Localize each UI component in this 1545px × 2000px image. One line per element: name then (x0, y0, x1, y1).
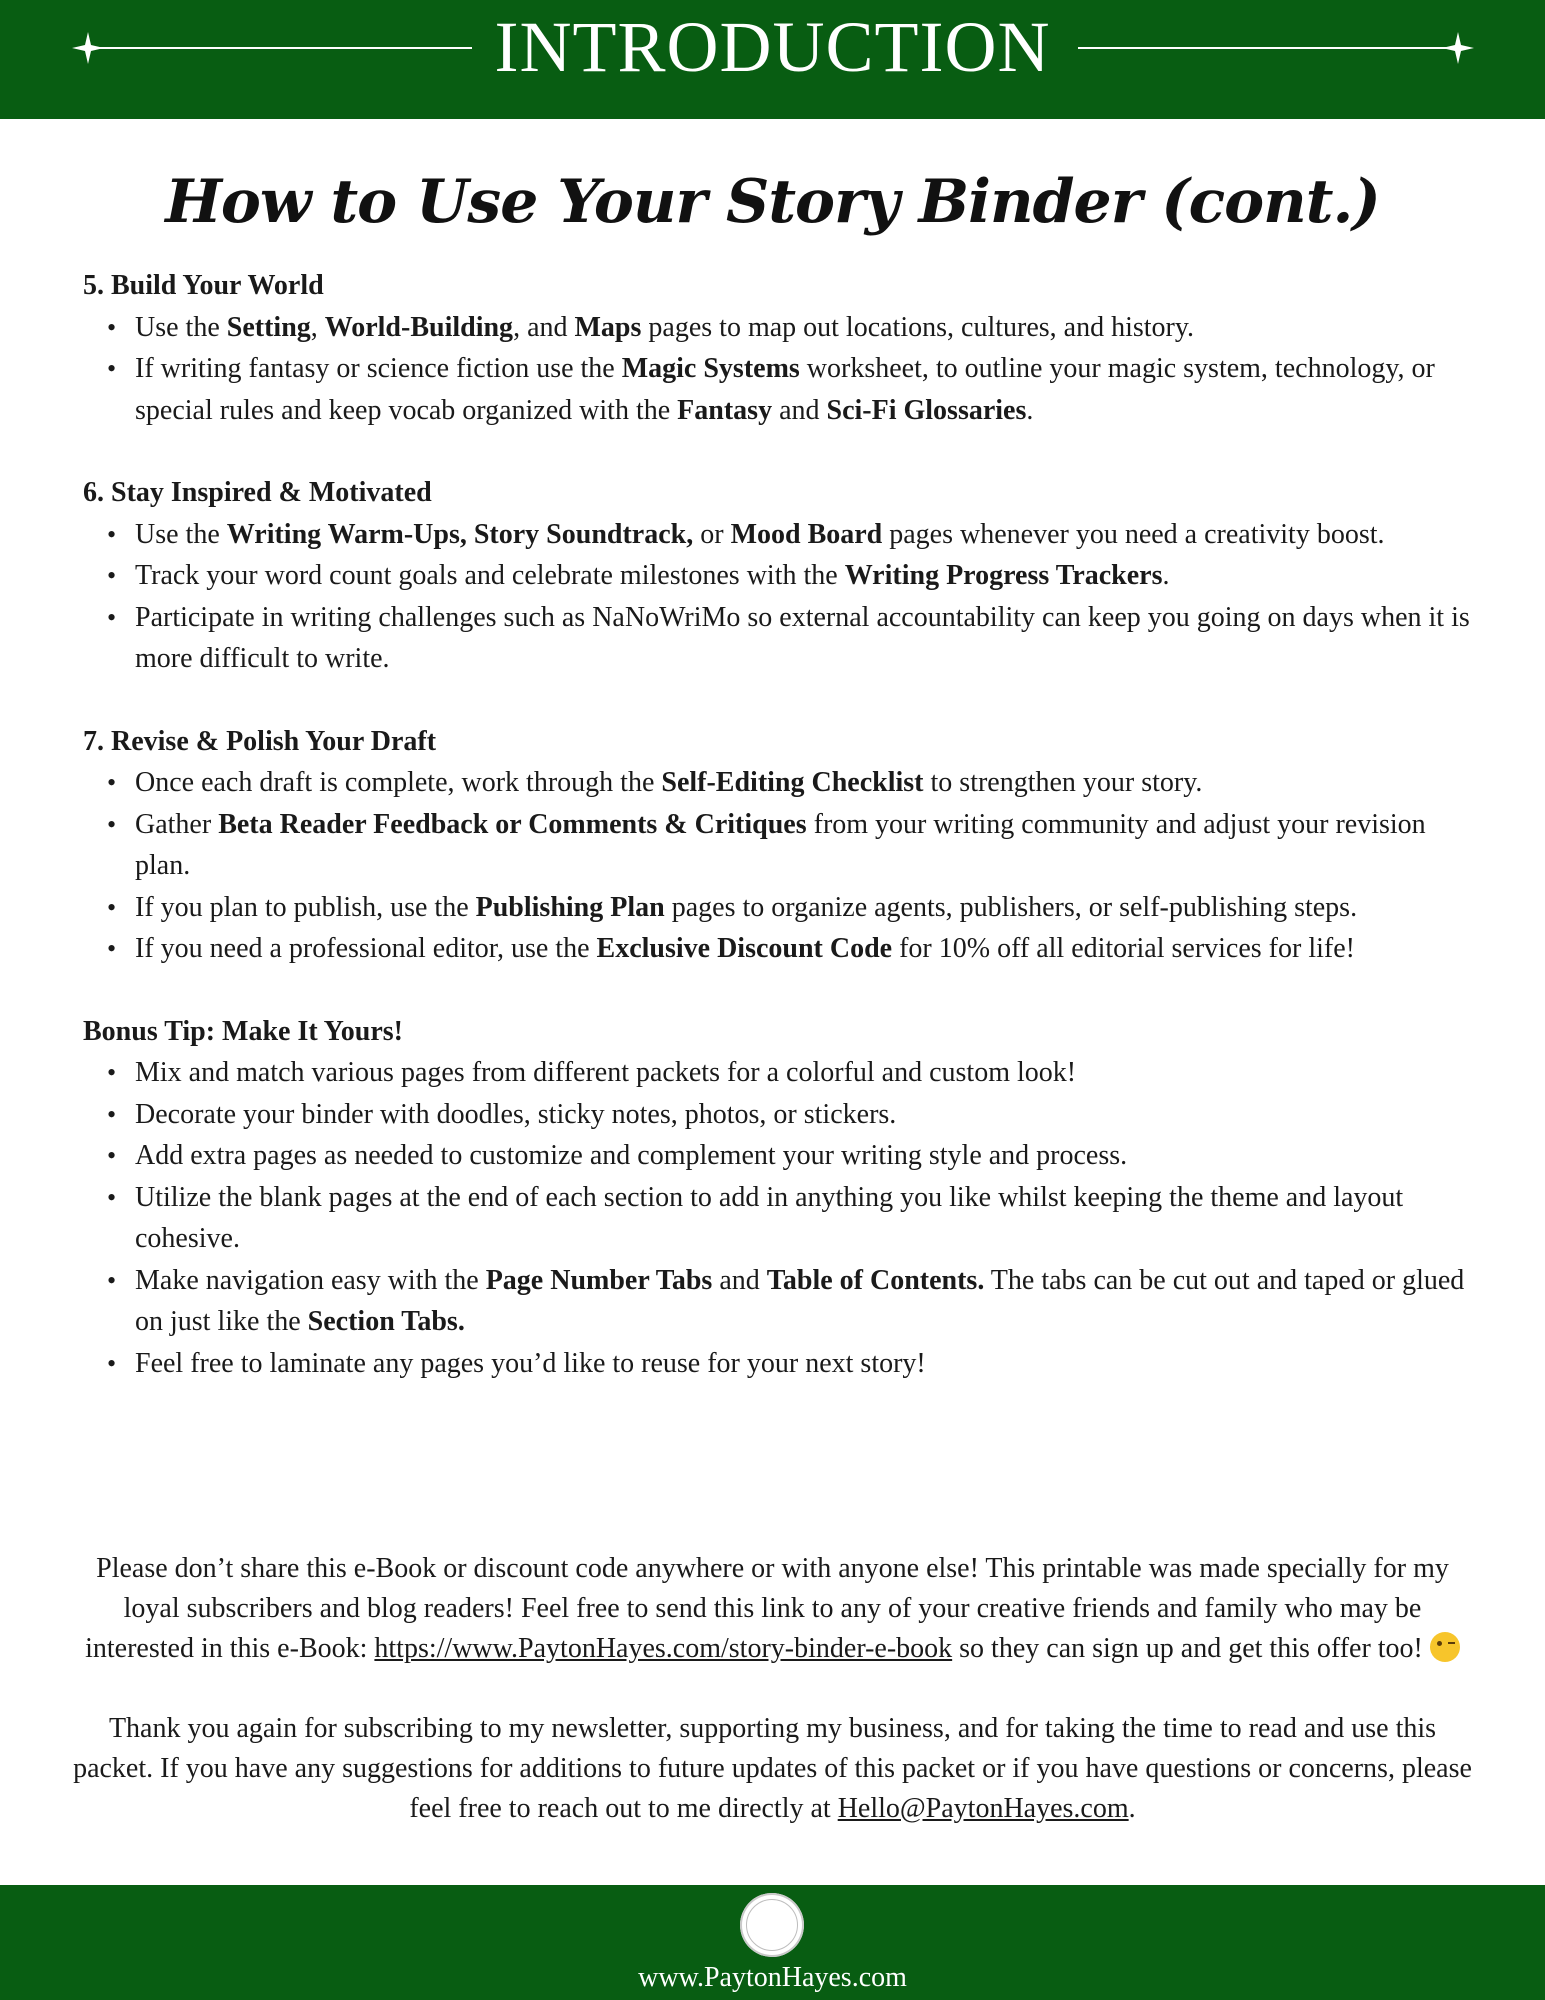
list-item (135, 307, 1483, 349)
list-item (135, 1135, 1483, 1177)
item-text: pages to organize agents, publishers, or self-publishing steps. (664, 891, 1358, 923)
bold-term: Section Tabs. (307, 1306, 465, 1337)
item-text: pages to map out locations, cultures, and history. (641, 311, 1195, 343)
item-text: and (772, 394, 827, 426)
bullet-list (83, 514, 1483, 680)
item-text: . (1162, 560, 1170, 591)
bold-term: Self-Editing Checklist (661, 767, 924, 798)
bold-term: Fantasy (677, 394, 773, 426)
list-item (135, 1094, 1483, 1136)
list-item (135, 597, 1483, 680)
list-item (135, 348, 1483, 431)
instruction-sections (83, 265, 1483, 1425)
item-text: for 10% off all editorial services for life! (892, 933, 1355, 964)
closing-notes (70, 1549, 1475, 1869)
winking-face-icon (1430, 1632, 1460, 1662)
bullet-list (83, 1052, 1483, 1384)
item-text: Feel free to laminate any pages you’d like to reuse for your next story! (135, 1347, 926, 1379)
list-item (135, 887, 1483, 929)
section (83, 265, 1483, 431)
bold-term: Maps (574, 311, 642, 343)
section-title: 7. Revise & Polish Your Draft (83, 725, 437, 757)
list-item (135, 514, 1483, 556)
closing-text: Please don’t share this e-Book or discount code anywhere or with anyone else! This printable was made specially for my loyal subscribers and blog readers! Feel free to send this link to any of your creative friends and family who may be interested in this e-Book: (85, 1553, 1449, 1664)
closing-paragraph-share (70, 1549, 1475, 1669)
item-text: to strengthen your story. (923, 767, 1203, 798)
item-text: and (712, 1264, 767, 1296)
item-text: pages whenever you need a creativity boost. (882, 518, 1385, 550)
item-text: If you plan to publish, use the (135, 891, 476, 923)
list-item (135, 762, 1483, 804)
item-text: If you need a professional editor, use the (135, 933, 597, 964)
item-text: If writing fantasy or science fiction use the (135, 353, 622, 384)
closing-text: Thank you again for subscribing to my newsletter, supporting my business, and for taking the time to read and use this packet. If you have any suggestions for additions to future updates of this packet or if you have questions or concerns, please feel free to reach out to me directly at (73, 1713, 1472, 1824)
bold-term: Exclusive Discount Code (596, 933, 893, 964)
item-text: from your writing community and adjust your revision plan. (135, 808, 1426, 881)
section (83, 721, 1483, 970)
logo-ring (746, 1899, 798, 1951)
list-item (135, 804, 1483, 887)
item-text: . (1026, 394, 1034, 426)
section-title: 6. Stay Inspired & Motivated (83, 477, 432, 508)
bold-term: Writing Warm-Ups, Story Soundtrack, (226, 518, 694, 550)
header-title: INTRODUCTION (494, 7, 1051, 87)
item-text: Gather (135, 808, 219, 840)
item-text: Make navigation easy with the (135, 1264, 486, 1296)
bold-term: Publishing Plan (475, 891, 665, 923)
bold-term: Page Number Tabs (485, 1264, 713, 1296)
item-text: Add extra pages as needed to customize and complement your writing style and process. (135, 1140, 1128, 1171)
item-text: worksheet, to outline your magic system, technology, or special rules and keep vocab organized with the (135, 353, 1435, 426)
item-text: Track your word count goals and celebrate milestones with the (135, 560, 845, 591)
item-text: The tabs can be cut out and taped or glued on just like the (135, 1264, 1465, 1337)
bold-term: Writing Progress Trackers (844, 560, 1163, 591)
bold-term: Beta Reader Feedback or Comments & Critiques (218, 808, 807, 840)
list-item (135, 1260, 1483, 1343)
bold-term: Mood Board (730, 518, 883, 550)
bold-term: Setting (226, 311, 311, 343)
closing-text: so they can sign up and get this offer too! (952, 1633, 1430, 1664)
contact-email-link[interactable]: Hello@PaytonHayes.com (837, 1793, 1129, 1824)
bold-term: Table of Contents. (766, 1264, 985, 1296)
header-band (0, 0, 1545, 119)
ebook-link[interactable]: https://www.PaytonHayes.com/story-binder-e-book (374, 1633, 953, 1664)
item-text: Mix and match various pages from different packets for a colorful and custom look! (135, 1057, 1077, 1088)
item-text: Decorate your binder with doodles, sticky notes, photos, or stickers. (135, 1098, 897, 1130)
bullet-list (83, 762, 1483, 970)
list-item (135, 1052, 1483, 1094)
item-text: Participate in writing challenges such as NaNoWriMo so external accountability can keep you going on days when it is more difficult to write. (135, 601, 1470, 674)
page-heading: How to Use Your Story Binder (cont.) (165, 167, 1380, 237)
sparkle-icon (1438, 28, 1478, 68)
bullet-list (83, 307, 1483, 432)
item-text: or (693, 518, 731, 550)
bold-term: Sci-Fi Glossaries (826, 394, 1027, 426)
item-text: Use the (135, 311, 227, 343)
brand-logo (740, 1893, 804, 1957)
section-title: Bonus Tip: Make It Yours! (83, 1015, 404, 1047)
section (83, 1011, 1483, 1385)
item-text: , (310, 311, 325, 343)
item-text: Use the (135, 518, 227, 550)
header-rule-right (1078, 47, 1458, 49)
bold-term: Magic Systems (621, 353, 800, 384)
list-item (135, 555, 1483, 597)
list-item (135, 1343, 1483, 1385)
list-item (135, 928, 1483, 970)
closing-text: . (1128, 1793, 1136, 1824)
bold-term: World-Building (324, 311, 514, 343)
item-text: , and (513, 311, 575, 343)
item-text: Once each draft is complete, work through the (135, 767, 662, 798)
closing-paragraph-thanks (70, 1709, 1475, 1829)
footer-website-link[interactable]: www.PaytonHayes.com (638, 1962, 907, 1993)
item-text: Utilize the blank pages at the end of each section to add in anything you like whilst keeping the theme and layout cohesive. (135, 1181, 1404, 1254)
list-item (135, 1177, 1483, 1260)
section (83, 472, 1483, 680)
section-title: 5. Build Your World (83, 270, 324, 301)
